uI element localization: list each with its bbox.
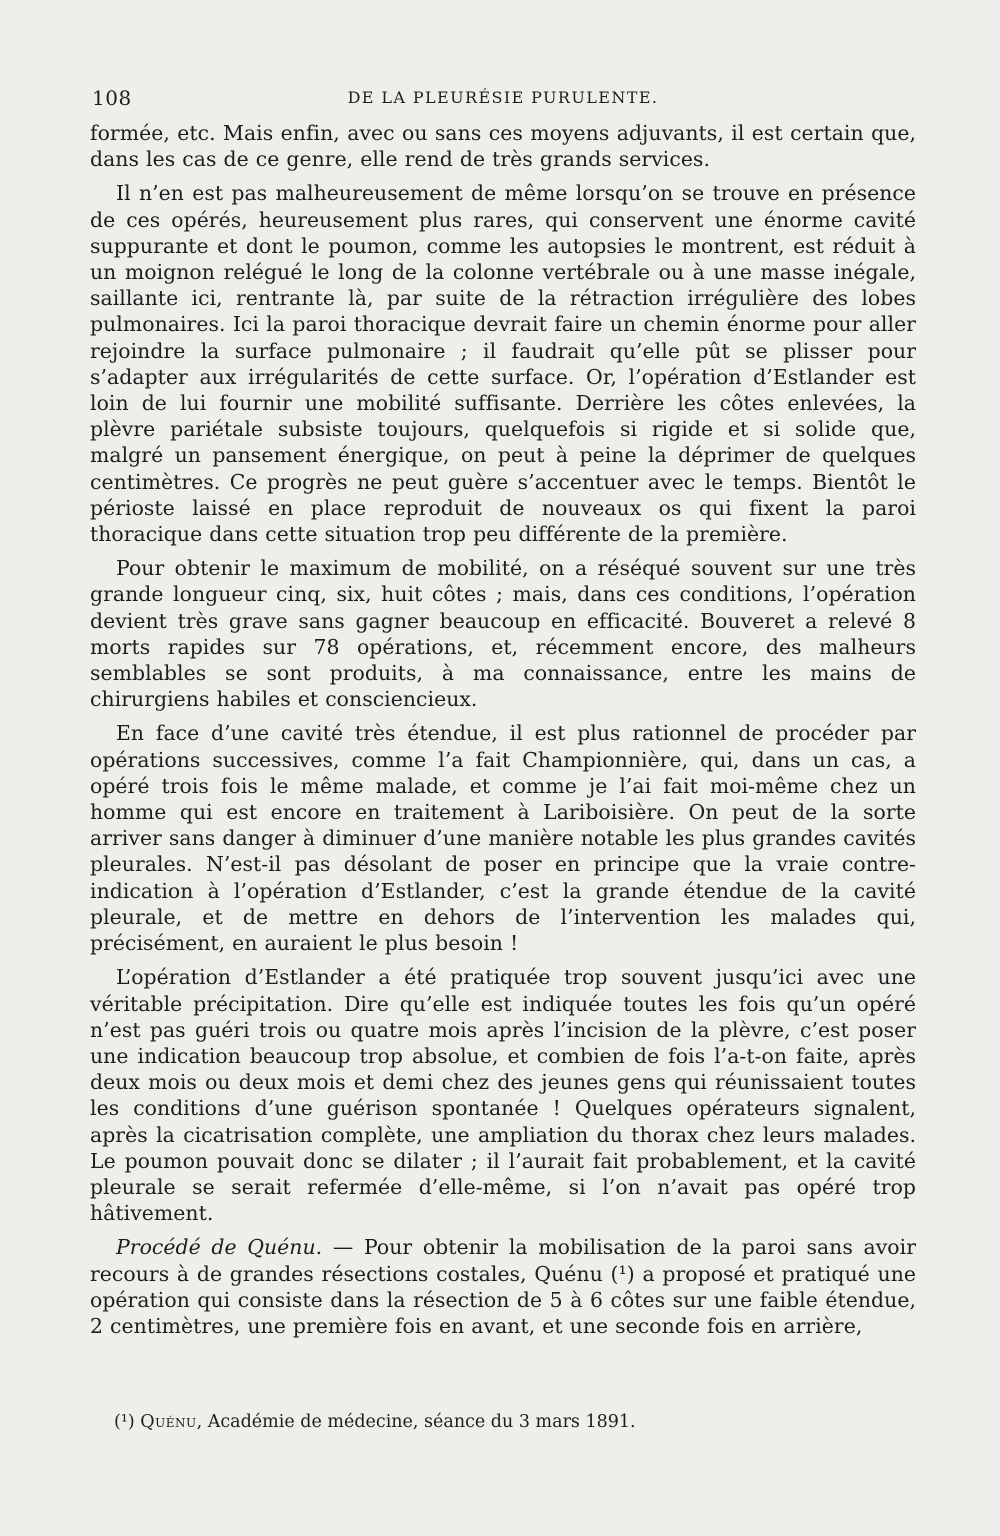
paragraph-1: formée, etc. Mais enfin, avec ou sans ces moyens adjuvants, il est certain que, dans les cas de ce genre, elle rend de très grands services. xyxy=(90,121,916,172)
running-title: DE LA PLEURÉSIE PURULENTE. xyxy=(347,88,659,107)
footnote-marker: (¹) xyxy=(114,1412,135,1432)
footnote-author: Quénu xyxy=(140,1412,197,1432)
queni-text-before: — Pour obtenir la mobilisation de la paroi sans avoir recours à de grandes résections costales, Quénu xyxy=(90,1235,917,1286)
body-text xyxy=(90,120,916,1339)
running-head xyxy=(92,86,914,116)
queni-text-after: a proposé et pratiqué une opération qui consiste dans la résection de 5 à 6 côtes sur une faible étendue, 2 centimètres, une première fois en avant, et une seconde fois en arrière, xyxy=(90,1261,916,1338)
footnote-reference: (¹) xyxy=(610,1261,635,1286)
paragraph-queni xyxy=(90,1234,916,1339)
footnote xyxy=(114,1410,914,1434)
footnote-text: , Académie de médecine, séance du 3 mars 1891. xyxy=(196,1412,636,1432)
page-number: 108 xyxy=(92,86,132,110)
paragraph-5: L’opération d’Estlander a été pratiquée trop souvent jusqu’ici avec une véritable précipitation. Dire qu’elle est indiquée toutes les fois qu’un opéré n’est pas guéri trois ou quatre mois après l’incision de la plèvre, c’est poser une indication beaucoup trop absolue, et combien de fois l’a-t-on faite, après deux mois ou deux mois et demi chez des jeunes gens qui réunissaient toutes les conditions d’une guérison spontanée ! Quelques opérateurs signalent, après la cicatrisation complète, une ampliation du thorax chez leurs malades. Le poumon pouvait donc se dilater ; il l’aurait fait probablement, et la cavité pleurale se serait refermée d’elle-même, si l’on n’avait pas opéré trop hâtivement. xyxy=(90,965,916,1226)
paragraph-3: Pour obtenir le maximum de mobilité, on a réséqué souvent sur une très grande longueur cinq, six, huit côtes ; mais, dans ces conditions, l’opération devient très grave sans gagner beaucoup en efficacité. Bouveret a relevé 8 morts rapides sur 78 opérations, et, récemment encore, des malheurs semblables se sont produits, à ma connaissance, entre les mains de chirurgiens habiles et consciencieux. xyxy=(90,556,916,712)
section-heading-queni: Procédé de Quénu. xyxy=(116,1235,323,1260)
paragraph-2: Il n’en est pas malheureusement de même lorsqu’on se trouve en présence de ces opérés, heureusement plus rares, qui conservent une énorme cavité suppurante et dont le poumon, comme les autopsies le montrent, est réduit à un moignon relégué le long de la colonne vertébrale ou à une masse inégale, saillante ici, rentrante là, par suite de la rétraction irrégulière des lobes pulmonaires. Ici la paroi thoracique devrait faire un chemin énorme pour aller rejoindre la surface pulmonaire ; il faudrait qu’elle pût se plisser pour s’adapter aux irrégularités de cette surface. Or, l’opération d’Estlander est loin de lui fournir une mobilité suffisante. Derrière les côtes enlevées, la plèvre pariétale subsiste toujours, quelquefois si rigide et si solide que, malgré un pansement énergique, on peut à peine la déprimer de quelques centimètres. Ce progrès ne peut guère s’accentuer avec le temps. Bientôt le périoste laissé en place reproduit de nouveaux os qui fixent la paroi thoracique dans cette situation trop peu différente de la première. xyxy=(90,181,916,547)
paragraph-4: En face d’une cavité très étendue, il est plus rationnel de procéder par opérations successives, comme l’a fait Championnière, qui, dans un cas, a opéré trois fois le même malade, et comme je l’ai fait moi-même chez un homme qui est encore en traitement à Lariboisière. On peut de la sorte arriver sans danger à diminuer d’une manière notable les plus grandes cavités pleurales. N’est-il pas désolant de poser en principe que la vraie contre-indication à l’opération d’Estlander, c’est la grande étendue de la cavité pleurale, et de mettre en dehors de l’intervention les malades qui, précisément, en auraient le plus besoin ! xyxy=(90,721,916,956)
